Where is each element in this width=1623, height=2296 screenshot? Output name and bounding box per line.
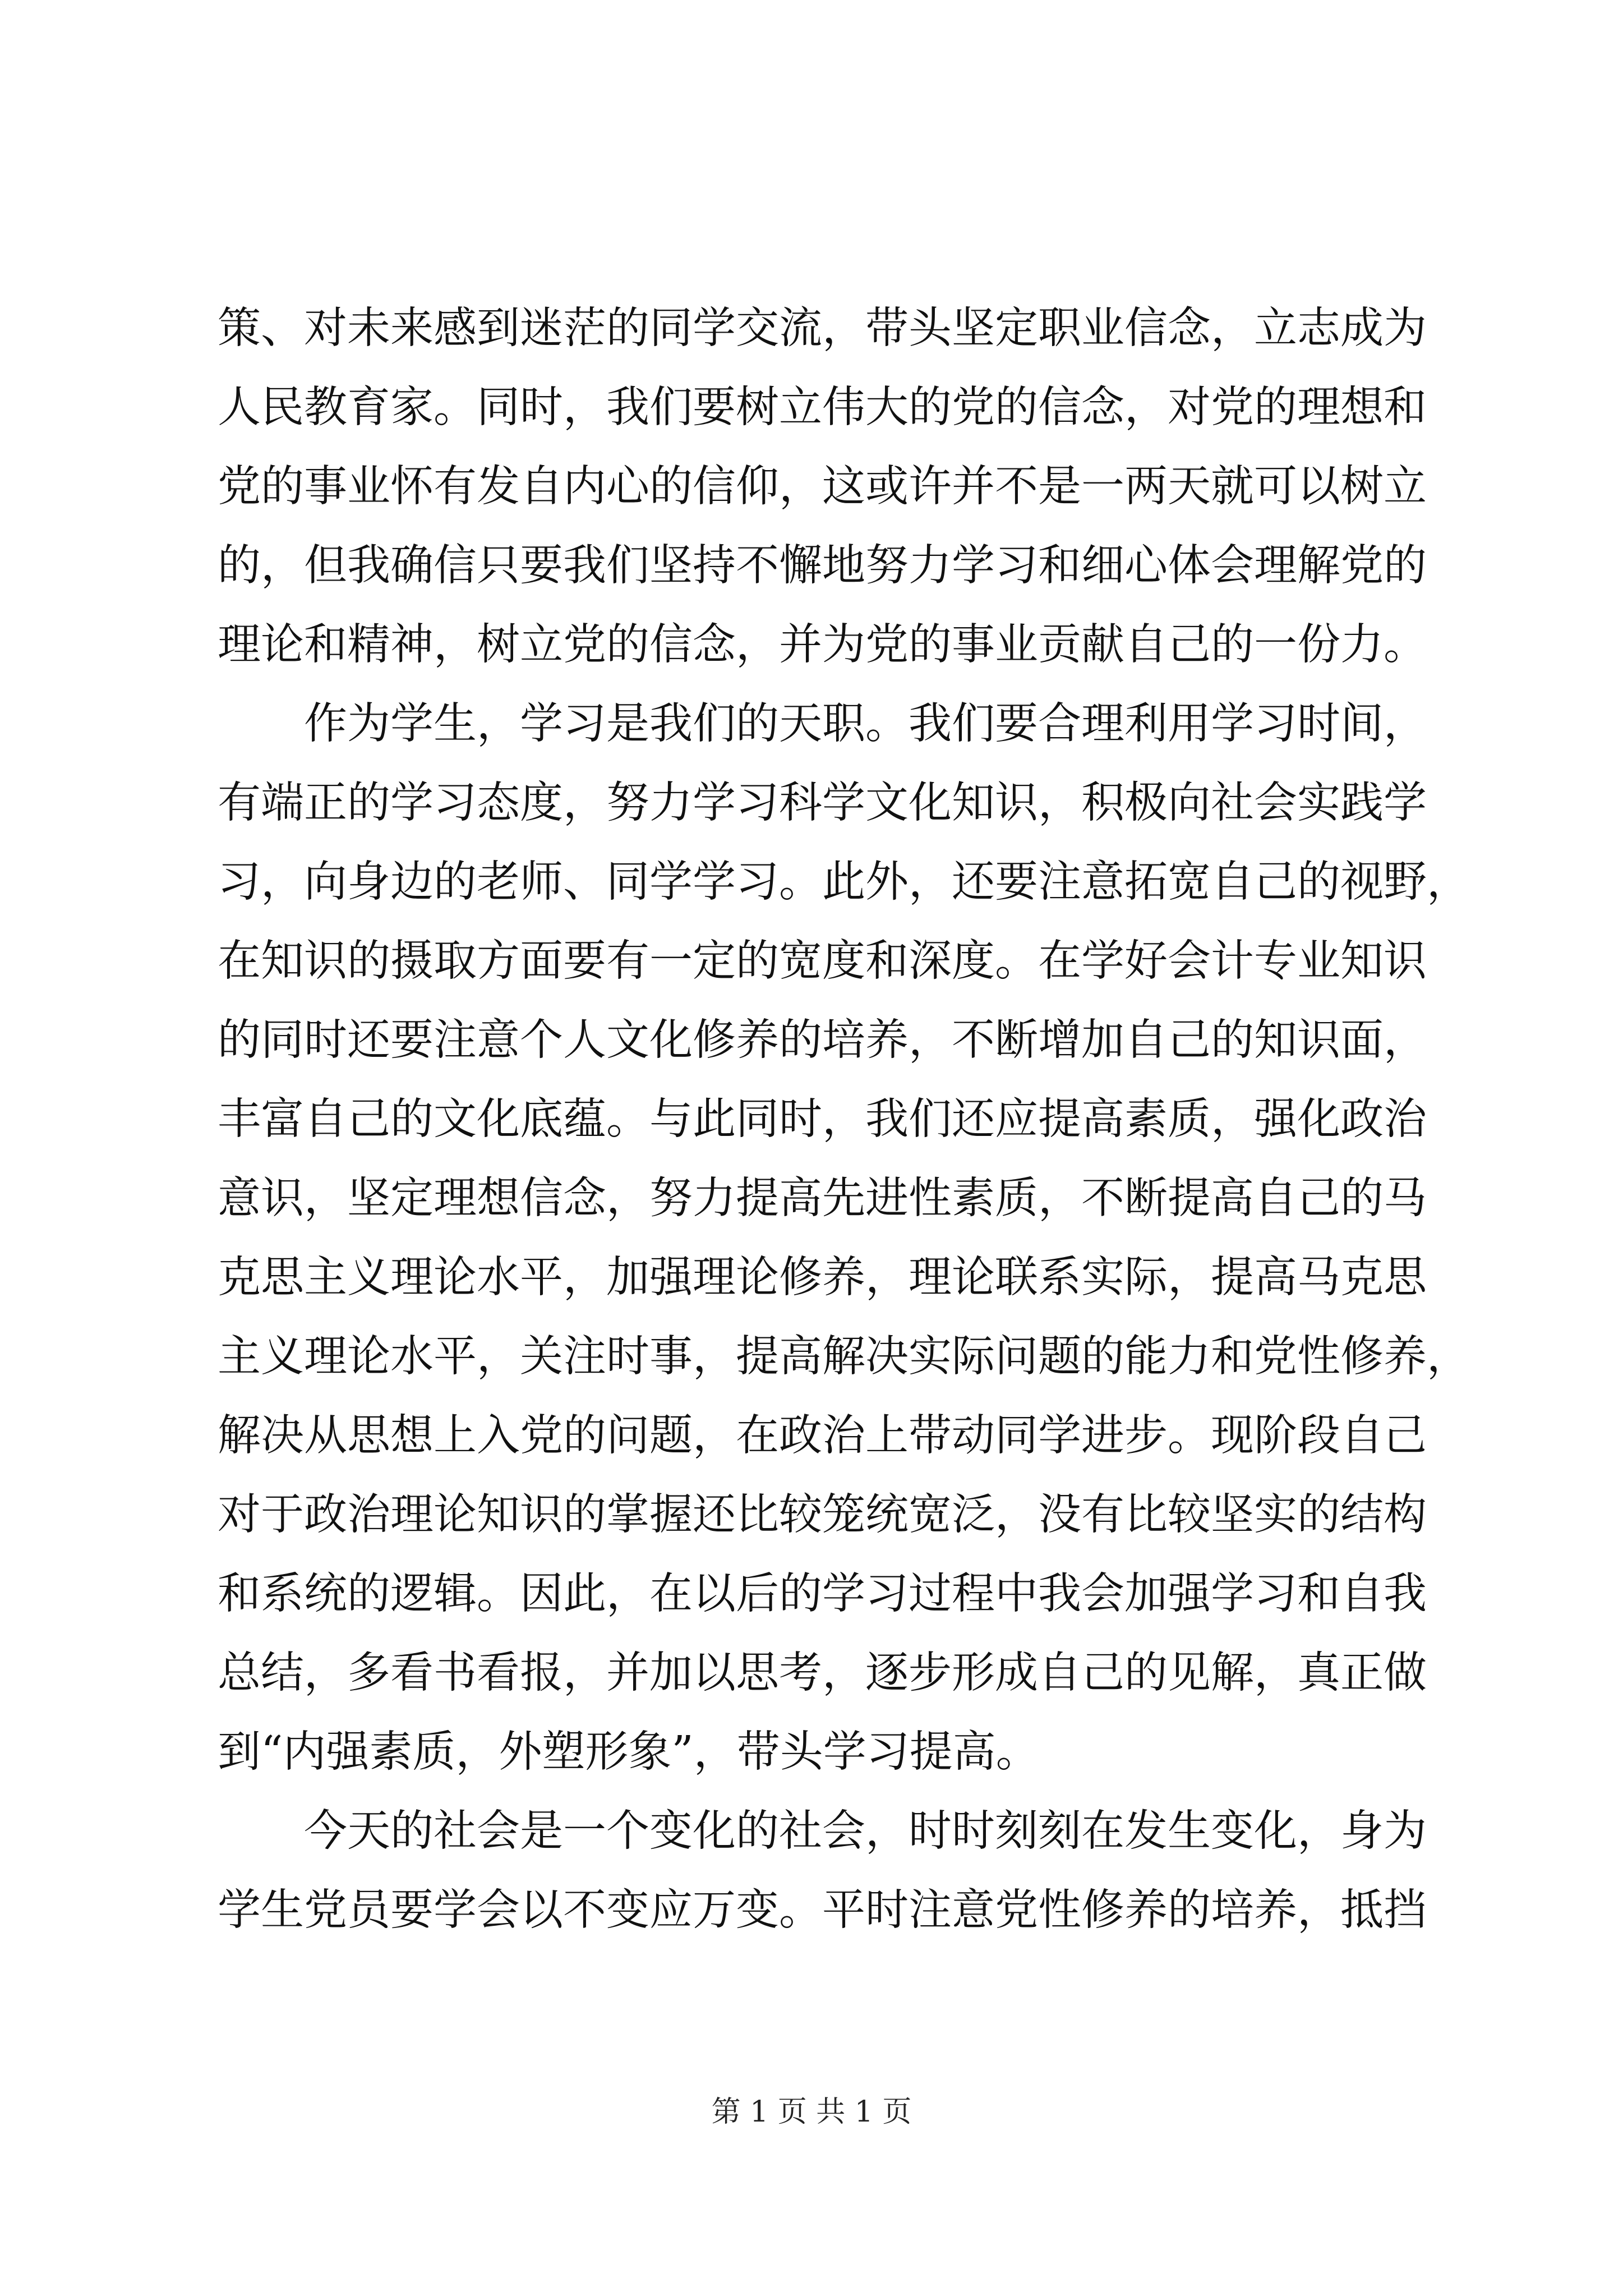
body-line: 学生党员要学会以不变应万变。平时注意党性修养的培养，抵挡 — [218, 1885, 1427, 1935]
body-line: 习，向身边的老师、同学学习。此外，还要注意拓宽自己的视野， — [218, 857, 1470, 907]
body-line: 策、对未来感到迷茫的同学交流，带头坚定职业信念，立志成为 — [218, 303, 1427, 353]
body-line: 和系统的逻辑。因此，在以后的学习过程中我会加强学习和自我 — [218, 1569, 1427, 1619]
body-line: 解决从思想上入党的问题，在政治上带动同学进步。现阶段自己 — [218, 1411, 1427, 1461]
body-line: 在知识的摄取方面要有一定的宽度和深度。在学好会计专业知识 — [218, 936, 1427, 986]
body-line: 丰富自己的文化底蕴。与此同时，我们还应提高素质，强化政治 — [218, 1094, 1427, 1144]
body-line: 对于政治理论知识的掌握还比较笼统宽泛，没有比较坚实的结构 — [218, 1490, 1427, 1540]
body-line: 人民教育家。同时，我们要树立伟大的党的信念，对党的理想和 — [218, 383, 1427, 432]
body-line: 党的事业怀有发自内心的信仰，这或许并不是一两天就可以树立 — [218, 462, 1427, 512]
body-line: 的，但我确信只要我们坚持不懈地努力学习和细心体会理解党的 — [218, 541, 1427, 591]
paragraph-first-line: 今天的社会是一个变化的社会，时时刻刻在发生变化，身为 — [304, 1806, 1427, 1856]
body-line: 总结，多看书看报，并加以思考，逐步形成自己的见解，真正做 — [218, 1648, 1427, 1698]
body-line: 克思主义理论水平，加强理论修养，理论联系实际，提高马克思 — [218, 1253, 1427, 1303]
page-number-footer: 第 1 页 共 1 页 — [711, 2095, 912, 2129]
body-line: 主义理论水平，关注时事，提高解决实际问题的能力和党性修养， — [218, 1332, 1470, 1382]
body-line: 意识，坚定理想信念，努力提高先进性素质，不断提高自己的马 — [218, 1174, 1427, 1223]
body-line: 到“内强素质，外塑形象”，带头学习提高。 — [218, 1727, 1039, 1777]
paragraph-first-line: 作为学生，学习是我们的天职。我们要合理利用学习时间， — [304, 699, 1427, 749]
document-body — [218, 289, 1470, 1950]
body-line: 有端正的学习态度，努力学习科学文化知识，积极向社会实践学 — [218, 778, 1427, 828]
body-line: 理论和精神，树立党的信念，并为党的事业贡献自己的一份力。 — [218, 620, 1427, 670]
body-line: 的同时还要注意个人文化修养的培养，不断增加自己的知识面， — [218, 1015, 1427, 1065]
